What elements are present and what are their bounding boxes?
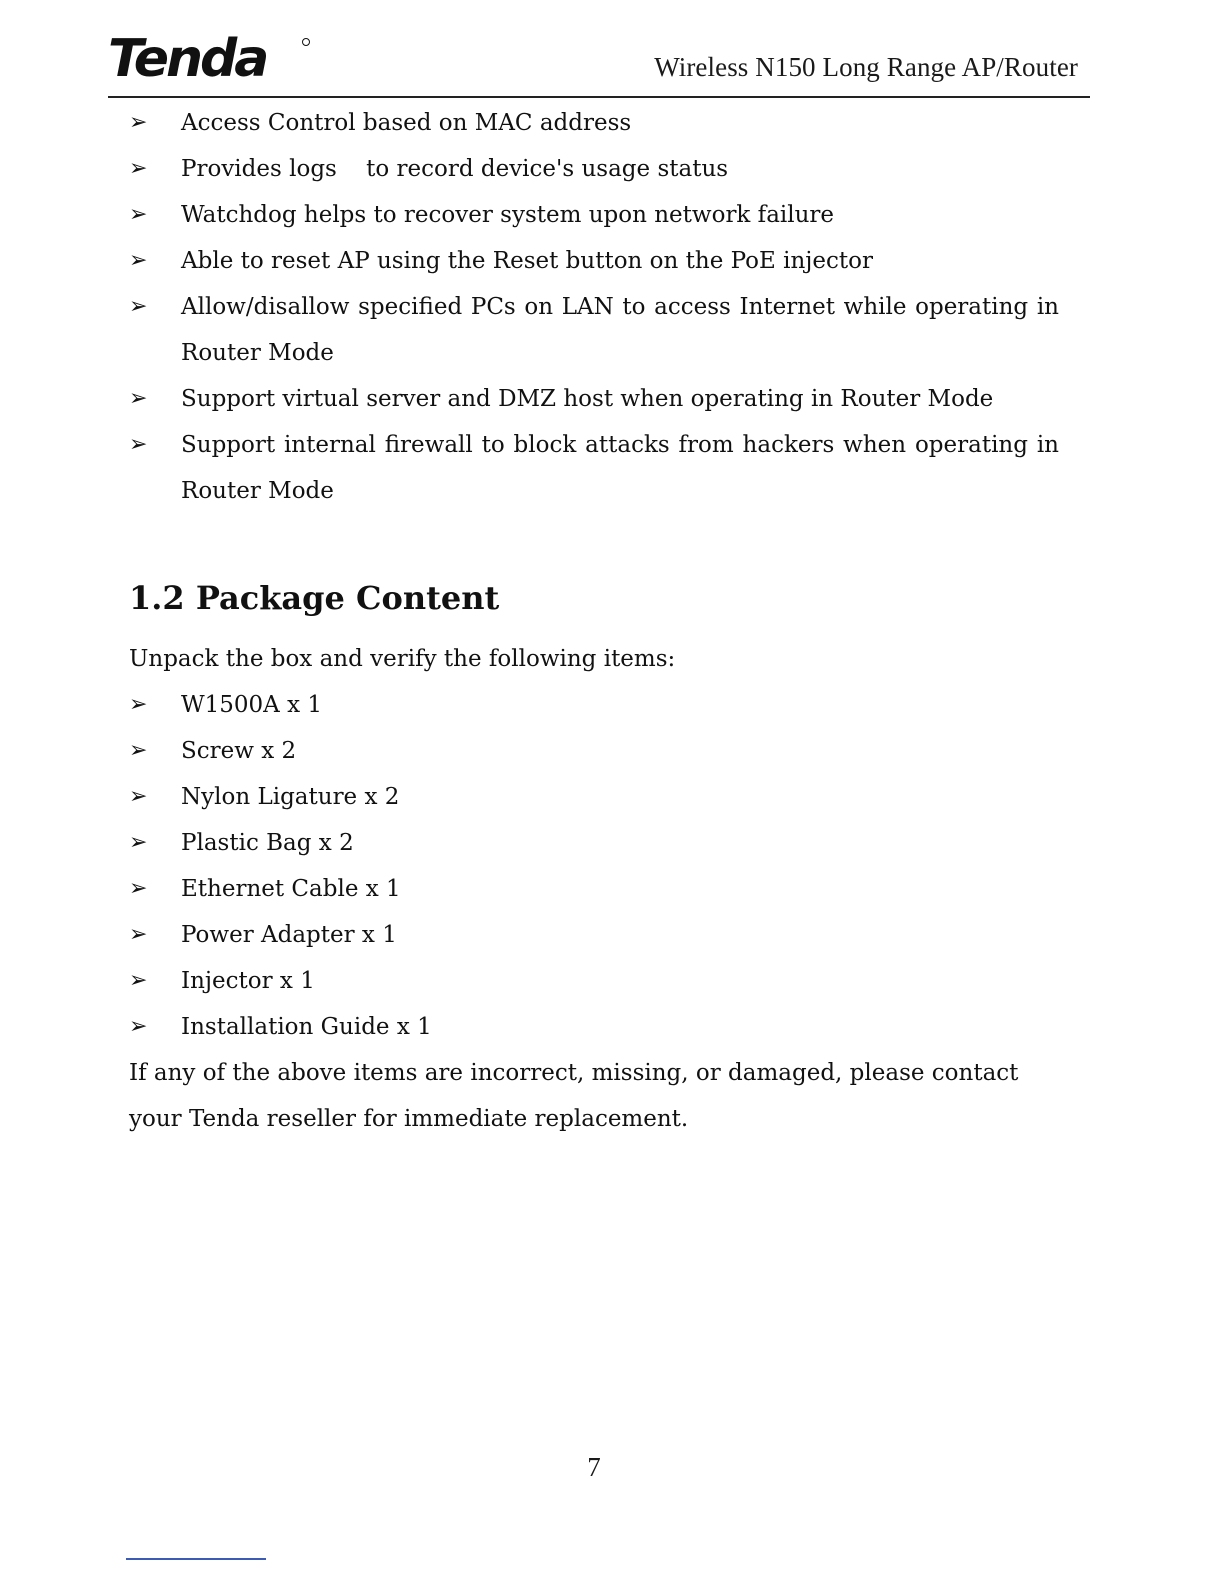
list-item-text: Support internal firewall to block attacks from hackers when operating in Router Mode — [181, 432, 1059, 504]
svg-text:Tenda: Tenda — [108, 30, 267, 82]
arrow-bullet-icon: ➢ — [129, 294, 148, 319]
header-title: Wireless N150 Long Range AP/Router — [654, 52, 1078, 82]
arrow-bullet-icon: ➢ — [129, 922, 148, 947]
list-item-text: Injector x 1 — [181, 968, 315, 994]
list-item — [129, 376, 1059, 422]
list-item — [129, 912, 1059, 958]
list-item — [129, 422, 1059, 514]
tenda-logo — [108, 30, 318, 82]
list-item — [129, 1004, 1059, 1050]
list-item — [129, 192, 1059, 238]
list-item-text: Plastic Bag x 2 — [181, 830, 354, 856]
list-item-text: Access Control based on MAC address — [181, 110, 632, 136]
arrow-bullet-icon: ➢ — [129, 202, 148, 227]
list-item — [129, 820, 1059, 866]
list-item — [129, 682, 1059, 728]
arrow-bullet-icon: ➢ — [129, 432, 148, 457]
footnote-separator — [126, 1558, 266, 1560]
intro-paragraph: Unpack the box and verify the following items: — [129, 646, 676, 672]
list-item — [129, 100, 1059, 146]
list-item-text: Nylon Ligature x 2 — [181, 784, 400, 810]
arrow-bullet-icon: ➢ — [129, 692, 148, 717]
arrow-bullet-icon: ➢ — [129, 386, 148, 411]
list-item — [129, 146, 1059, 192]
list-item — [129, 284, 1059, 376]
list-item — [129, 866, 1059, 912]
list-item — [129, 774, 1059, 820]
section-title: 1.2 Package Content — [129, 579, 500, 617]
list-item-text: Support virtual server and DMZ host when operating in Router Mode — [181, 386, 994, 412]
arrow-bullet-icon: ➢ — [129, 110, 148, 135]
list-item-text: Screw x 2 — [181, 738, 297, 764]
arrow-bullet-icon: ➢ — [129, 876, 148, 901]
arrow-bullet-icon: ➢ — [129, 156, 148, 181]
feature-list — [129, 100, 1059, 514]
list-item-text: W1500A x 1 — [181, 692, 323, 718]
list-item-text: Ethernet Cable x 1 — [181, 876, 401, 902]
list-item — [129, 238, 1059, 284]
page-header — [108, 28, 1090, 98]
list-item-text: Power Adapter x 1 — [181, 922, 397, 948]
arrow-bullet-icon: ➢ — [129, 738, 148, 763]
arrow-bullet-icon: ➢ — [129, 830, 148, 855]
closing-paragraph: If any of the above items are incorrect, missing, or damaged, please contact your Tenda reseller for immediate replacement. — [129, 1060, 1019, 1132]
list-item-text: Provides logs to record device's usage status — [181, 156, 729, 182]
package-content-list — [129, 682, 1059, 1050]
list-item-text: Able to reset AP using the Reset button on the PoE injector — [181, 248, 873, 274]
arrow-bullet-icon: ➢ — [129, 248, 148, 273]
arrow-bullet-icon: ➢ — [129, 968, 148, 993]
arrow-bullet-icon: ➢ — [129, 1014, 148, 1039]
list-item-text: Watchdog helps to recover system upon network failure — [181, 202, 835, 228]
list-item-text: Allow/disallow specified PCs on LAN to access Internet while operating in Router Mode — [181, 294, 1059, 366]
document-body — [129, 100, 1059, 1142]
list-item — [129, 958, 1059, 1004]
list-item-text: Installation Guide x 1 — [181, 1014, 432, 1040]
list-item — [129, 728, 1059, 774]
page-number: 7 — [587, 1452, 601, 1482]
arrow-bullet-icon: ➢ — [129, 784, 148, 809]
